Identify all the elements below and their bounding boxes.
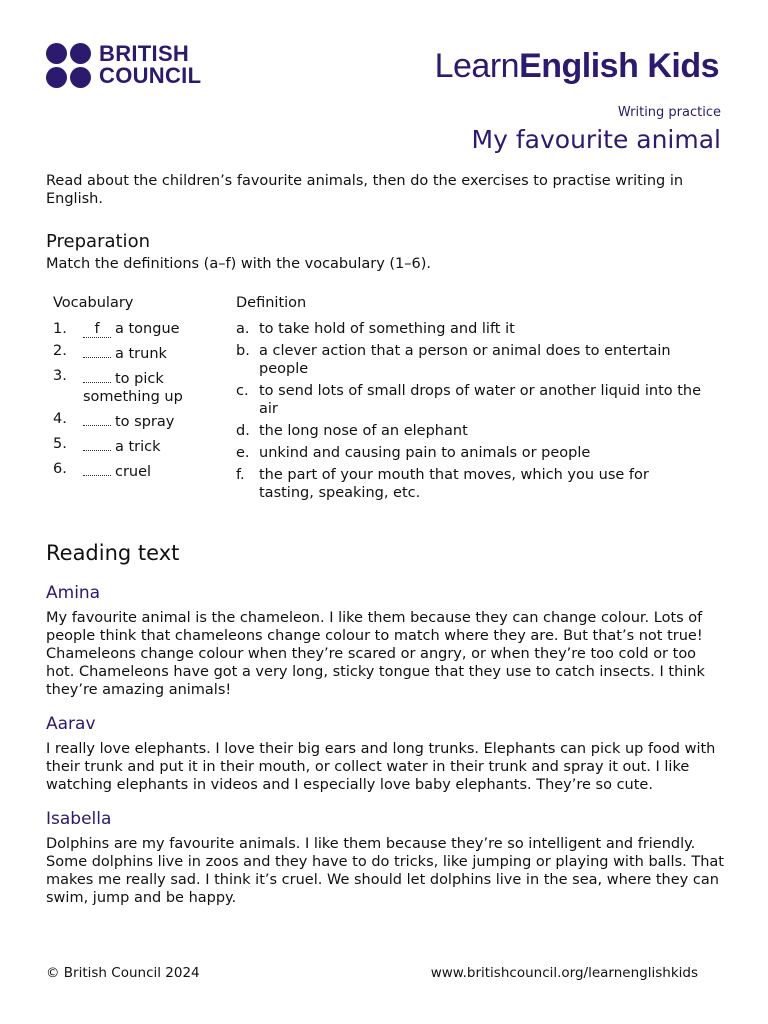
definition-text: the part of your mouth that moves, which you use for tasting, speaking, etc. — [259, 467, 649, 501]
preparation-heading: Preparation — [46, 231, 150, 252]
footer-url[interactable]: www.britishcouncil.org/learnenglishkids — [430, 965, 698, 981]
footer-copyright: © British Council 2024 — [46, 965, 200, 981]
vocabulary-term: a trick — [115, 439, 161, 455]
definition-item — [236, 444, 706, 462]
definition-text: the long nose of an elephant — [259, 423, 468, 439]
definition-text: to send lots of small drops of water or another liquid into the air — [259, 383, 702, 417]
learnenglish-kids-brand: LearnEnglish Kids — [434, 47, 719, 85]
vocabulary-term: to pick something up — [83, 371, 183, 405]
vocabulary-item — [53, 320, 213, 338]
definition-item — [236, 382, 706, 418]
answer-blank[interactable] — [83, 342, 111, 358]
definition-letter: f. — [236, 467, 245, 483]
definition-item — [236, 342, 706, 378]
definition-letter: a. — [236, 321, 250, 337]
definition-letter: c. — [236, 383, 249, 399]
section-text-amina: My favourite animal is the chameleon. I like them because they can change colour. Lots of people think that chameleons change colour to match where they are. But that’s not true! Chameleons change colour when they’re scared or angry, or when they’re too cold or too hot. Chameleons have got a very long, sticky tongue that they use to catch insects. I think they’re amazing animals! — [46, 610, 705, 698]
definition-text: to take hold of something and lift it — [259, 321, 515, 337]
definition-item — [236, 466, 706, 502]
vocabulary-item — [53, 460, 213, 481]
answer-blank[interactable] — [83, 410, 111, 426]
definition-letter: b. — [236, 343, 250, 359]
vocabulary-number: 4. — [53, 411, 67, 427]
vocabulary-item — [53, 410, 213, 431]
vocabulary-number: 3. — [53, 368, 67, 384]
vocabulary-term: a trunk — [115, 346, 167, 362]
definition-item — [236, 320, 706, 338]
vocabulary-term: to spray — [115, 414, 175, 430]
preparation-instruction: Match the definitions (a–f) with the vocabulary (1–6). — [46, 256, 432, 272]
definition-text: a clever action that a person or animal does to entertain people — [259, 343, 671, 377]
page-title: My favourite animal — [471, 125, 721, 154]
logo-wordmark: BRITISH COUNCIL — [99, 41, 202, 88]
vocabulary-item — [53, 367, 213, 406]
eyebrow-label: Writing practice — [617, 105, 721, 120]
answer-blank[interactable] — [83, 460, 111, 476]
reading-heading: Reading text — [46, 541, 180, 565]
vocabulary-item — [53, 435, 213, 456]
answer-blank[interactable] — [83, 367, 111, 383]
answer-blank[interactable]: f — [83, 322, 111, 338]
vocabulary-number: 5. — [53, 436, 67, 452]
answer-blank[interactable] — [83, 435, 111, 451]
section-text-isabella: Dolphins are my favourite animals. I like them because they’re so intelligent and friendly. Some dolphins live in zoos and they have to do tricks, like jumping or playing with balls. That makes me really sad. I think it’s cruel. We should let dolphins live in the sea, where they can swim, jump and be happy. — [46, 836, 724, 906]
vocabulary-heading: Vocabulary — [53, 295, 134, 311]
section-name-isabella: Isabella — [46, 809, 112, 829]
section-name-aarav: Aarav — [46, 714, 96, 734]
vocabulary-term: a tongue — [115, 321, 180, 337]
definition-letter: e. — [236, 445, 250, 461]
definition-heading: Definition — [236, 295, 307, 311]
vocabulary-number: 2. — [53, 343, 67, 359]
british-council-logo — [46, 43, 216, 89]
definition-letter: d. — [236, 423, 250, 439]
vocabulary-list — [53, 320, 213, 485]
definition-list — [236, 320, 706, 506]
logo-dots-icon — [46, 43, 92, 89]
section-name-amina: Amina — [46, 583, 101, 603]
intro-text: Read about the children’s favourite animals, then do the exercises to practise writing in English. — [46, 173, 684, 207]
vocabulary-number: 6. — [53, 461, 67, 477]
definition-text: unkind and causing pain to animals or people — [259, 445, 591, 461]
section-text-aarav: I really love elephants. I love their big ears and long trunks. Elephants can pick up food with their trunk and put it in their mouth, or collect water in their trunk and spray it out. I like watching elephants in videos and I especially love baby elephants. They’re so cute. — [46, 741, 716, 793]
vocabulary-term: cruel — [115, 464, 152, 480]
vocabulary-number: 1. — [53, 321, 67, 337]
definition-item — [236, 422, 706, 440]
vocabulary-item — [53, 342, 213, 363]
